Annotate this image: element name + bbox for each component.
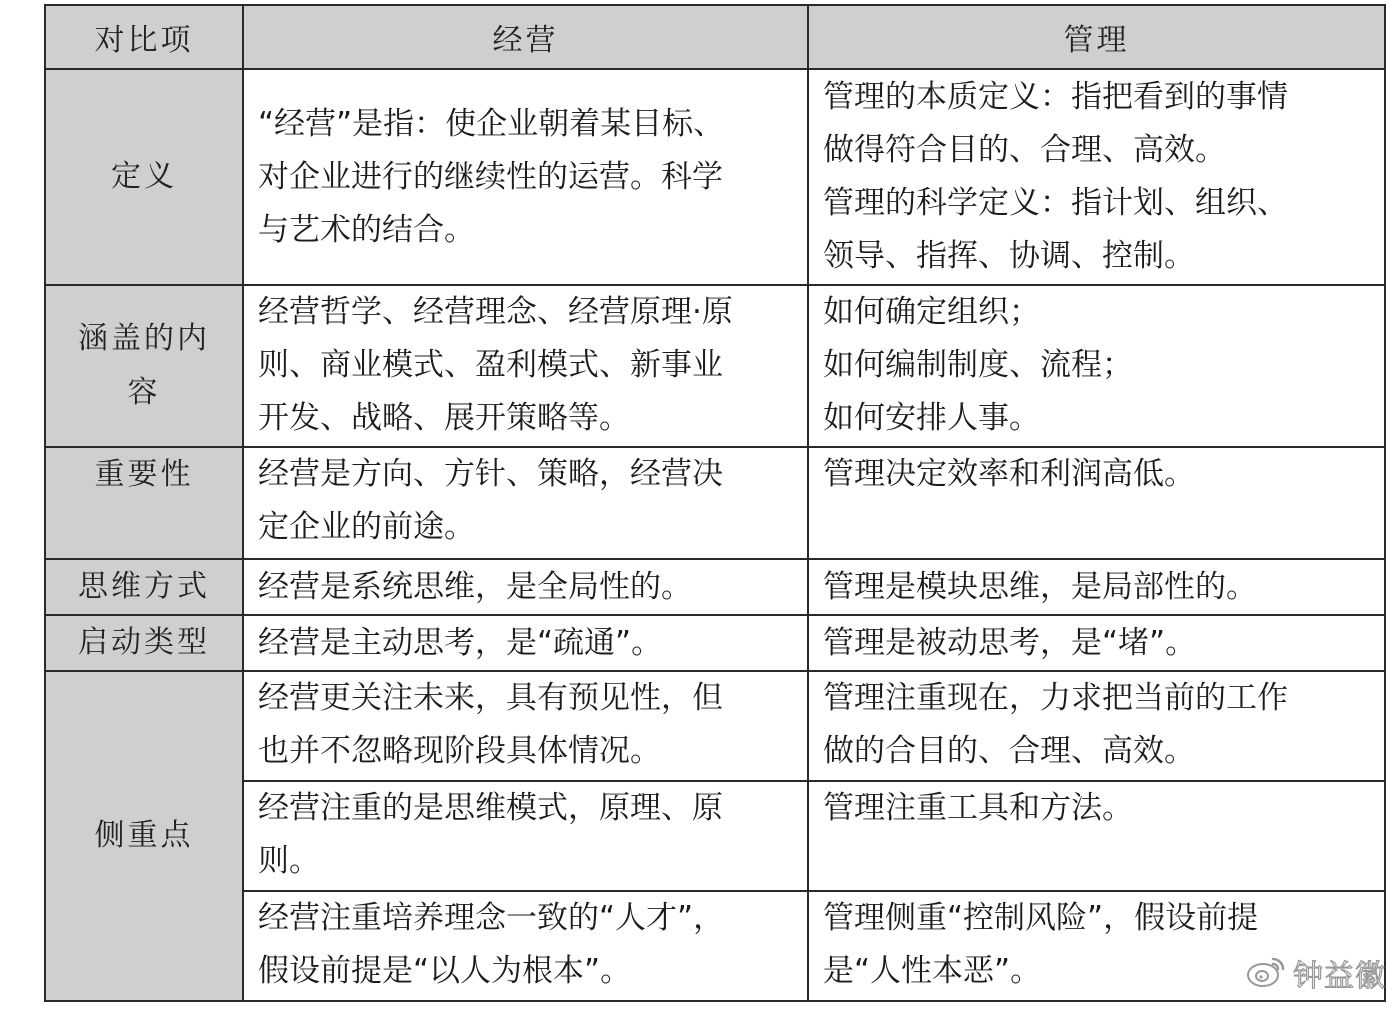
row-focus-2 xyxy=(45,781,1385,891)
row-label-thinking: 思维方式 xyxy=(45,559,243,615)
text-line: 领导、指挥、协调、控制。 xyxy=(823,238,1195,274)
row-definition xyxy=(45,69,1385,285)
text-line: 管理的本质定义：指把看到的事情 xyxy=(823,79,1288,115)
text-line: 做得符合目的、合理、高效。 xyxy=(823,132,1226,168)
cell-importance-guanli xyxy=(808,447,1385,559)
cell-definition-guanli xyxy=(808,69,1385,285)
row-focus-3 xyxy=(45,891,1385,1001)
text-line: 则、商业模式、盈利模式、新事业 xyxy=(258,347,723,383)
text-line: 是“人性本恶”。 xyxy=(823,953,1042,989)
cell-scope-jingying xyxy=(243,285,808,447)
text-line: 经营注重培养理念一致的“人才”， xyxy=(258,900,725,936)
row-label-start-type: 启动类型 xyxy=(45,615,243,671)
text-line: 经营注重的是思维模式，原理、原 xyxy=(258,790,723,826)
watermark-text: 钟益徽 xyxy=(1293,959,1386,994)
row-focus-1 xyxy=(45,671,1385,781)
watermark xyxy=(1245,951,1386,995)
text-line: 经营哲学、经营理念、经营原理·原 xyxy=(258,294,733,330)
text-line: 管理的科学定义：指计划、组织、 xyxy=(823,185,1288,221)
label-line: 涵盖的内 xyxy=(78,321,210,356)
text-line: 对企业进行的继续性的运营。科学 xyxy=(258,158,723,195)
text-line: 管理注重现在，力求把当前的工作 xyxy=(823,680,1288,716)
text-line: 假设前提是“以人为根本”。 xyxy=(258,953,632,989)
cell-importance-jingying xyxy=(243,447,808,559)
header-row xyxy=(45,5,1385,69)
cell-start-type-guanli: 管理是被动思考，是“堵”。 xyxy=(808,615,1385,671)
header-jingying: 经营 xyxy=(243,5,808,69)
cell-thinking-jingying: 经营是系统思维，是全局性的。 xyxy=(243,559,808,615)
weibo-icon xyxy=(1245,953,1287,993)
cell-scope-guanli xyxy=(808,285,1385,447)
text-line: 做的合目的、合理、高效。 xyxy=(823,733,1195,769)
text-line: 如何安排人事。 xyxy=(823,400,1040,436)
row-start-type xyxy=(45,615,1385,671)
cell-focus-3-jingying xyxy=(243,891,808,1001)
row-label-focus: 侧重点 xyxy=(45,671,243,1001)
comparison-table xyxy=(44,4,1386,1002)
text-line: 与艺术的结合。 xyxy=(258,211,475,248)
cell-start-type-jingying: 经营是主动思考，是“疏通”。 xyxy=(243,615,808,671)
text-line: 管理决定效率和利润高低。 xyxy=(823,456,1195,492)
row-thinking xyxy=(45,559,1385,615)
cell-focus-2-jingying xyxy=(243,781,808,891)
text-line: 如何编制制度、流程； xyxy=(823,347,1133,383)
text-line: 定企业的前途。 xyxy=(258,509,475,545)
text-line: 也并不忽略现阶段具体情况。 xyxy=(258,733,661,769)
row-label-definition: 定义 xyxy=(45,69,243,285)
cell-focus-2-guanli xyxy=(808,781,1385,891)
cell-definition-jingying xyxy=(243,69,808,285)
label-line: 容 xyxy=(127,375,161,410)
text-line: 管理注重工具和方法。 xyxy=(823,790,1133,826)
text-line: 经营更关注未来，具有预见性，但 xyxy=(258,680,723,716)
cell-focus-1-jingying xyxy=(243,671,808,781)
header-comparison-item: 对比项 xyxy=(45,5,243,69)
cell-thinking-guanli: 管理是模块思维，是局部性的。 xyxy=(808,559,1385,615)
row-scope xyxy=(45,285,1385,447)
text-line: 经营是方向、方针、策略，经营决 xyxy=(258,456,723,492)
row-label-scope xyxy=(45,285,243,447)
text-line: 开发、战略、展开策略等。 xyxy=(258,400,630,436)
cell-focus-1-guanli xyxy=(808,671,1385,781)
header-guanli: 管理 xyxy=(808,5,1385,69)
text-line: 如何确定组织； xyxy=(823,294,1040,330)
row-label-importance: 重要性 xyxy=(45,447,243,559)
text-line: 管理侧重“控制风险”，假设前提 xyxy=(823,900,1259,936)
row-importance xyxy=(45,447,1385,559)
text-line: 则。 xyxy=(258,843,320,879)
text-line: “经营”是指：使企业朝着某目标、 xyxy=(258,105,725,142)
